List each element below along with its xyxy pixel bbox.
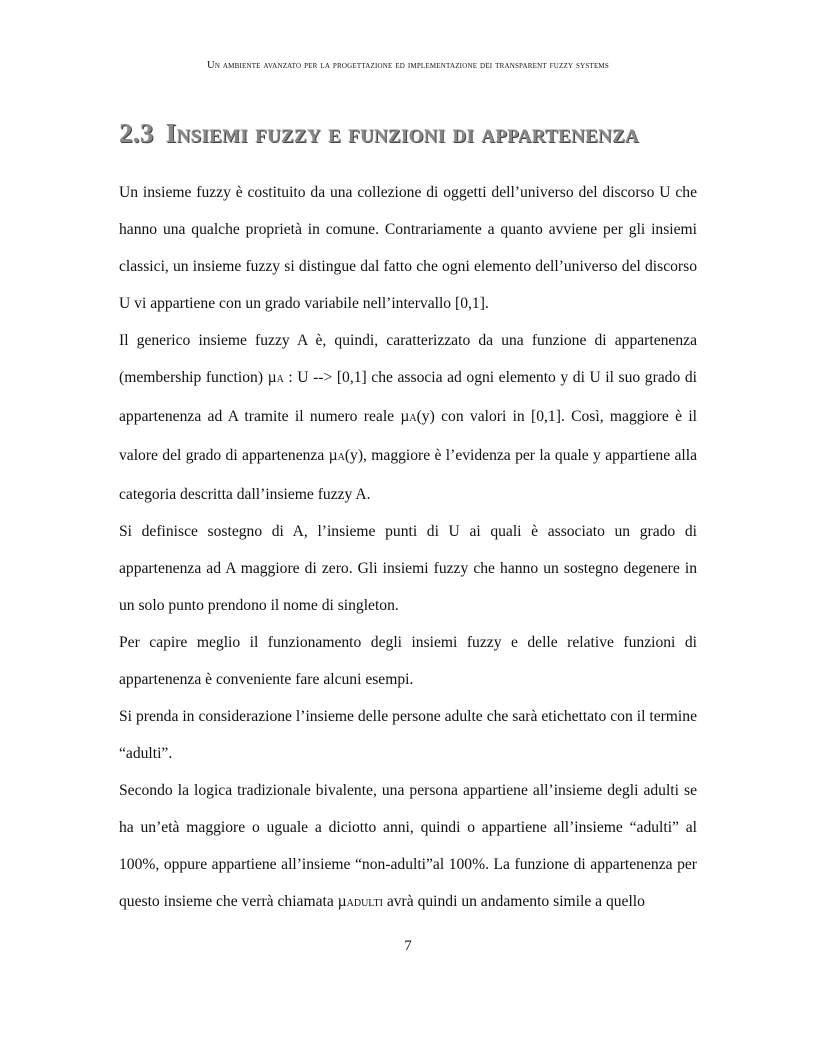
section-title: Insiemi fuzzy e funzioni di appartenenza [165,118,639,148]
section-heading [119,118,719,149]
text-run: Secondo la logica tradizionale bivalente, una persona appartiene all’insieme degli adulti se ha un’età maggiore o uguale a diciotto anni, quindi o appartiene all’insieme “adulti” al 100%, oppure appartiene all’insieme “non-adulti”al 100%. La funzione di appartenenza per questo insieme che verrà chiamata µ [119,782,697,910]
subscript: A [276,374,284,385]
text-run: (y), maggiore è l’evidenza per la quale y appartiene alla categoria descritta dall’insieme fuzzy A. [119,447,697,503]
paragraph: Un insieme fuzzy è costituito da una collezione di oggetti dell’universo del discorso U che hanno una qualche proprietà in comune. Contrariamente a quanto avviene per gli insiemi classici, un insieme fuzzy si distingue dal fatto che ogni elemento dell’universo del discorso U vi appartiene con un grado variabile nell’intervallo [0,1]. [119,184,697,312]
text-run: (y) con valori in [0,1]. Così, maggiore è il valore del grado di appartenenza µ [119,408,697,464]
text-run: avrà quindi un andamento simile a quello [382,893,645,910]
text-run: Il generico insieme fuzzy A è, quindi, caratterizzato da una funzione di appartenenza (membership function) µ [119,332,697,386]
paragraph: Si definisce sostegno di A, l’insieme punti di U ai quali è associato un grado di appartenenza ad A maggiore di zero. Gli insiemi fuzzy che hanno un sostegno degenere in un solo punto prendono il nome di singleton. [119,523,697,614]
section-number: 2.3 [119,118,154,148]
subscript: A [409,413,417,424]
text-run: : U --> [0,1] che associa ad ogni elemento y di U il suo grado di appartenenza ad A tramite il numero reale µ [119,369,697,425]
subscript: ADULTI [346,898,383,909]
body-text [119,174,697,922]
paragraph: Si prenda in considerazione l’insieme delle persone adulte che sarà etichettato con il termine “adulti”. [119,708,697,762]
paragraph: Per capire meglio il funzionamento degli insiemi fuzzy e delle relative funzioni di appartenenza è conveniente fare alcuni esempi. [119,634,697,688]
paragraph [119,322,697,513]
subscript: A [337,452,345,463]
paragraph [119,772,697,922]
page-number: 7 [404,938,412,954]
running-header: Un ambiente avanzato per la progettazione ed implementazione dei transparent fuzzy systems [207,60,609,71]
